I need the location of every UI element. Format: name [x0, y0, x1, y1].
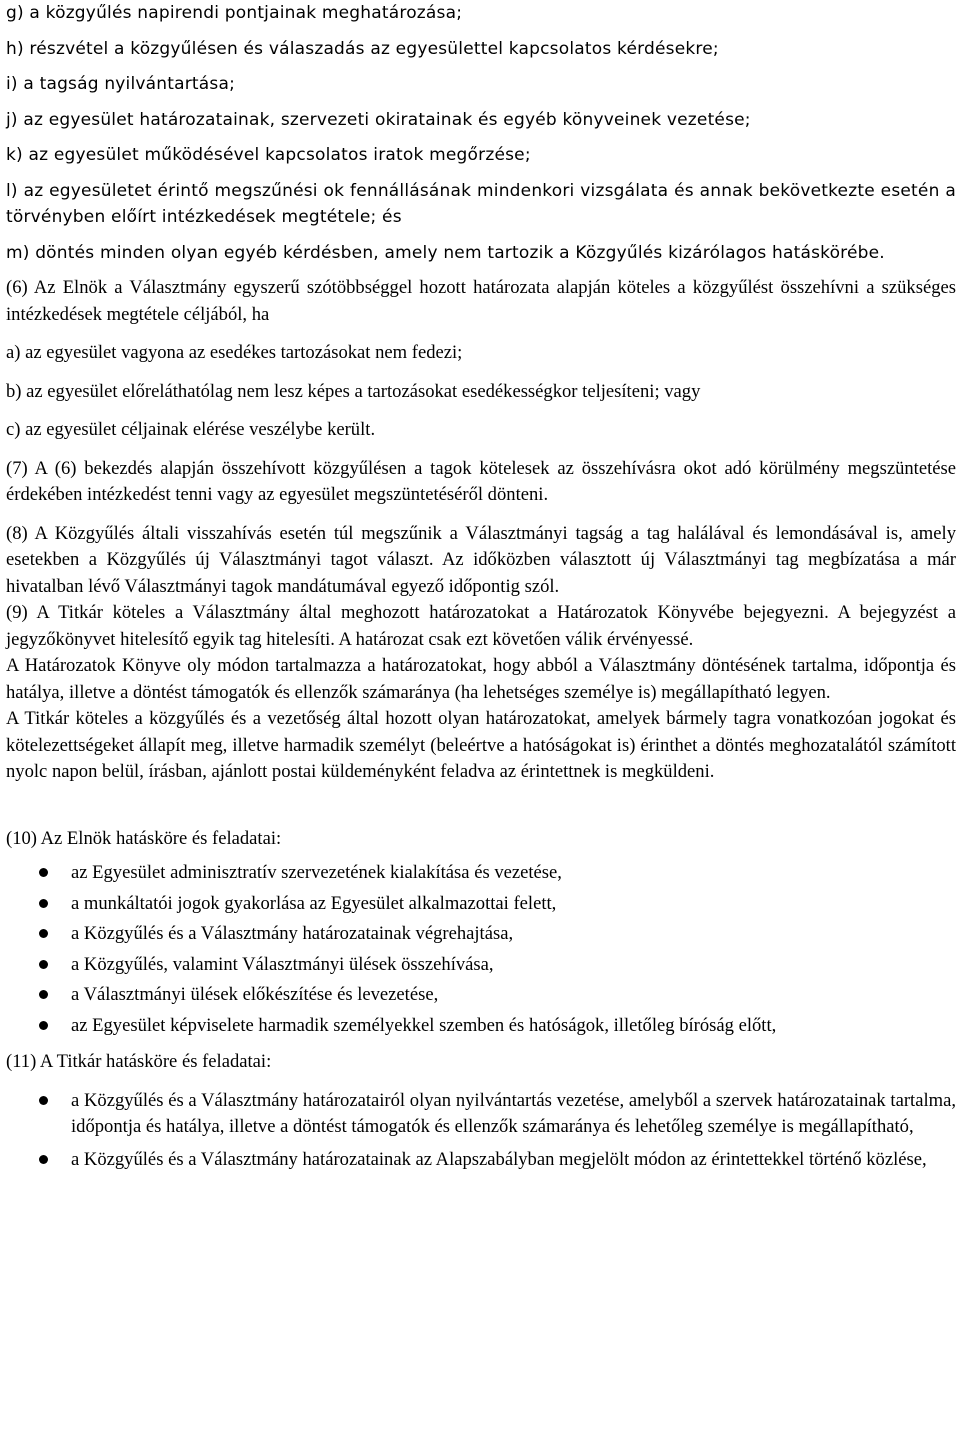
list-item: a Választmányi ülések előkészítése és levezetése, — [6, 982, 956, 1009]
paragraph-9: (9) A Titkár köteles a Választmány által meghozott határozatokat a Határozatok Könyvébe bejegyezni. A bejegyzést a jegyzőkönyvet hitelesítő egyik tag hitelesíti. A határozat csak ezt követően válik érvényessé. — [6, 602, 956, 650]
list-item: a Közgyűlés és a Választmány határozatainak végrehajtása, — [6, 921, 956, 948]
paragraph-8: (8) A Közgyűlés általi visszahívás esetén túl megszűnik a Választmányi tagság a tag halálával és lemondásával is, amely esetekben a Közgyűlés új Választmányi tagot választ. Az időközben választott új Választmányi tag megbízatása a már hivatalban lévő Választmányi tagok mandátumával egyező időpontig szól. — [6, 522, 956, 597]
list-item: az Egyesület adminisztratív szervezetének kialakítása és vezetése, — [6, 860, 956, 887]
list-item: az Egyesület képviselete harmadik személyekkel szemben és hatóságok, illetőleg bíróság előtt, — [6, 1013, 956, 1040]
paragraph-i: i) a tagság nyilvántartása; — [6, 74, 236, 94]
list-item: a Közgyűlés és a Választmány határozatairól olyan nyilvántartás vezetése, amelyből a szervek határozatainak tartalma, időpontja és hatálya, illetve a döntést támogatók és ellenzők számaránya és lehetőleg személye is megállapítható, — [6, 1088, 956, 1141]
paragraph-9b: A Határozatok Könyve oly módon tartalmazza a határozatokat, hogy abból a Választmány döntésének tartalma, időpontja és hatálya, illetve a döntést támogatók és ellenzők számaránya (ha lehetséges személye is) megállapítható legyen. — [6, 655, 956, 703]
bullet-icon — [39, 1096, 48, 1105]
list-item: a Közgyűlés és a Választmány határozatainak az Alapszabályban megjelölt módon az érintettekkel történő közlése, — [6, 1147, 956, 1174]
paragraph-k: k) az egyesület működésével kapcsolatos iratok megőrzése; — [6, 145, 531, 165]
list-item: a munkáltatói jogok gyakorlása az Egyesület alkalmazottai felett, — [6, 891, 956, 918]
section-10-list — [6, 860, 956, 1039]
paragraph-6: (6) Az Elnök a Választmány egyszerű szótöbbséggel hozott határozata alapján köteles a közgyűlést összehívni a szükséges intézkedések megtétele céljából, ha — [6, 277, 956, 325]
bullet-icon — [39, 868, 48, 877]
bullet-icon — [39, 1021, 48, 1030]
list-item: a Közgyűlés, valamint Választmányi ülések összehívása, — [6, 952, 956, 979]
bullet-icon — [39, 960, 48, 969]
paragraph-h: h) részvétel a közgyűlésen és válaszadás az egyesülettel kapcsolatos kérdésekre; — [6, 38, 719, 59]
section-11-title: (11) A Titkár hatásköre és feladatai: — [6, 1051, 272, 1072]
paragraph-6a: a) az egyesület vagyona az esedékes tartozásokat nem fedezi; — [6, 342, 463, 363]
paragraph-m: m) döntés minden olyan egyéb kérdésben, amely nem tartozik a Közgyűlés kizárólagos hatáskörébe. — [6, 242, 885, 263]
paragraph-g: g) a közgyűlés napirendi pontjainak meghatározása; — [6, 3, 463, 23]
paragraph-j: j) az egyesület határozatainak, szervezeti okiratainak és egyéb könyveinek vezetése; — [6, 109, 751, 130]
bullet-icon — [39, 929, 48, 938]
paragraph-7: (7) A (6) bekezdés alapján összehívott közgyűlésen a tagok kötelesek az összehívásra okot adó körülmény megszüntetése érdekében intézkedést tenni vagy az egyesület megszüntetéséről dönteni. — [6, 457, 956, 505]
section-11-list — [6, 1088, 956, 1174]
section-10-title: (10) Az Elnök hatásköre és feladatai: — [6, 827, 282, 849]
paragraph-9c: A Titkár köteles a közgyűlés és a vezetőség által hozott olyan határozatokat, amelyek bármely tagra vonatkozóan jogokat és kötelezettségeket állapít meg, illetve harmadik személyt (beleértve a hatóságokat is) érinthet a döntés meghozatalától számított nyolc napon belül, írásban, ajánlott postai küldeményként feladva az érintettnek is megküldeni. — [6, 708, 956, 782]
paragraph-6b: b) az egyesület előreláthatólag nem lesz képes a tartozásokat esedékességkor teljesíteni; vagy — [6, 380, 701, 402]
bullet-icon — [39, 990, 48, 999]
bullet-icon — [39, 1155, 48, 1164]
bullet-icon — [39, 899, 48, 908]
paragraph-l: l) az egyesületet érintő megszűnési ok fennállásának mindenkori vizsgálata és annak bekövetkezte esetén a törvényben előírt intézkedések megtétele; és — [6, 180, 956, 227]
paragraph-6c: c) az egyesület céljainak elérése veszélybe került. — [6, 419, 376, 440]
